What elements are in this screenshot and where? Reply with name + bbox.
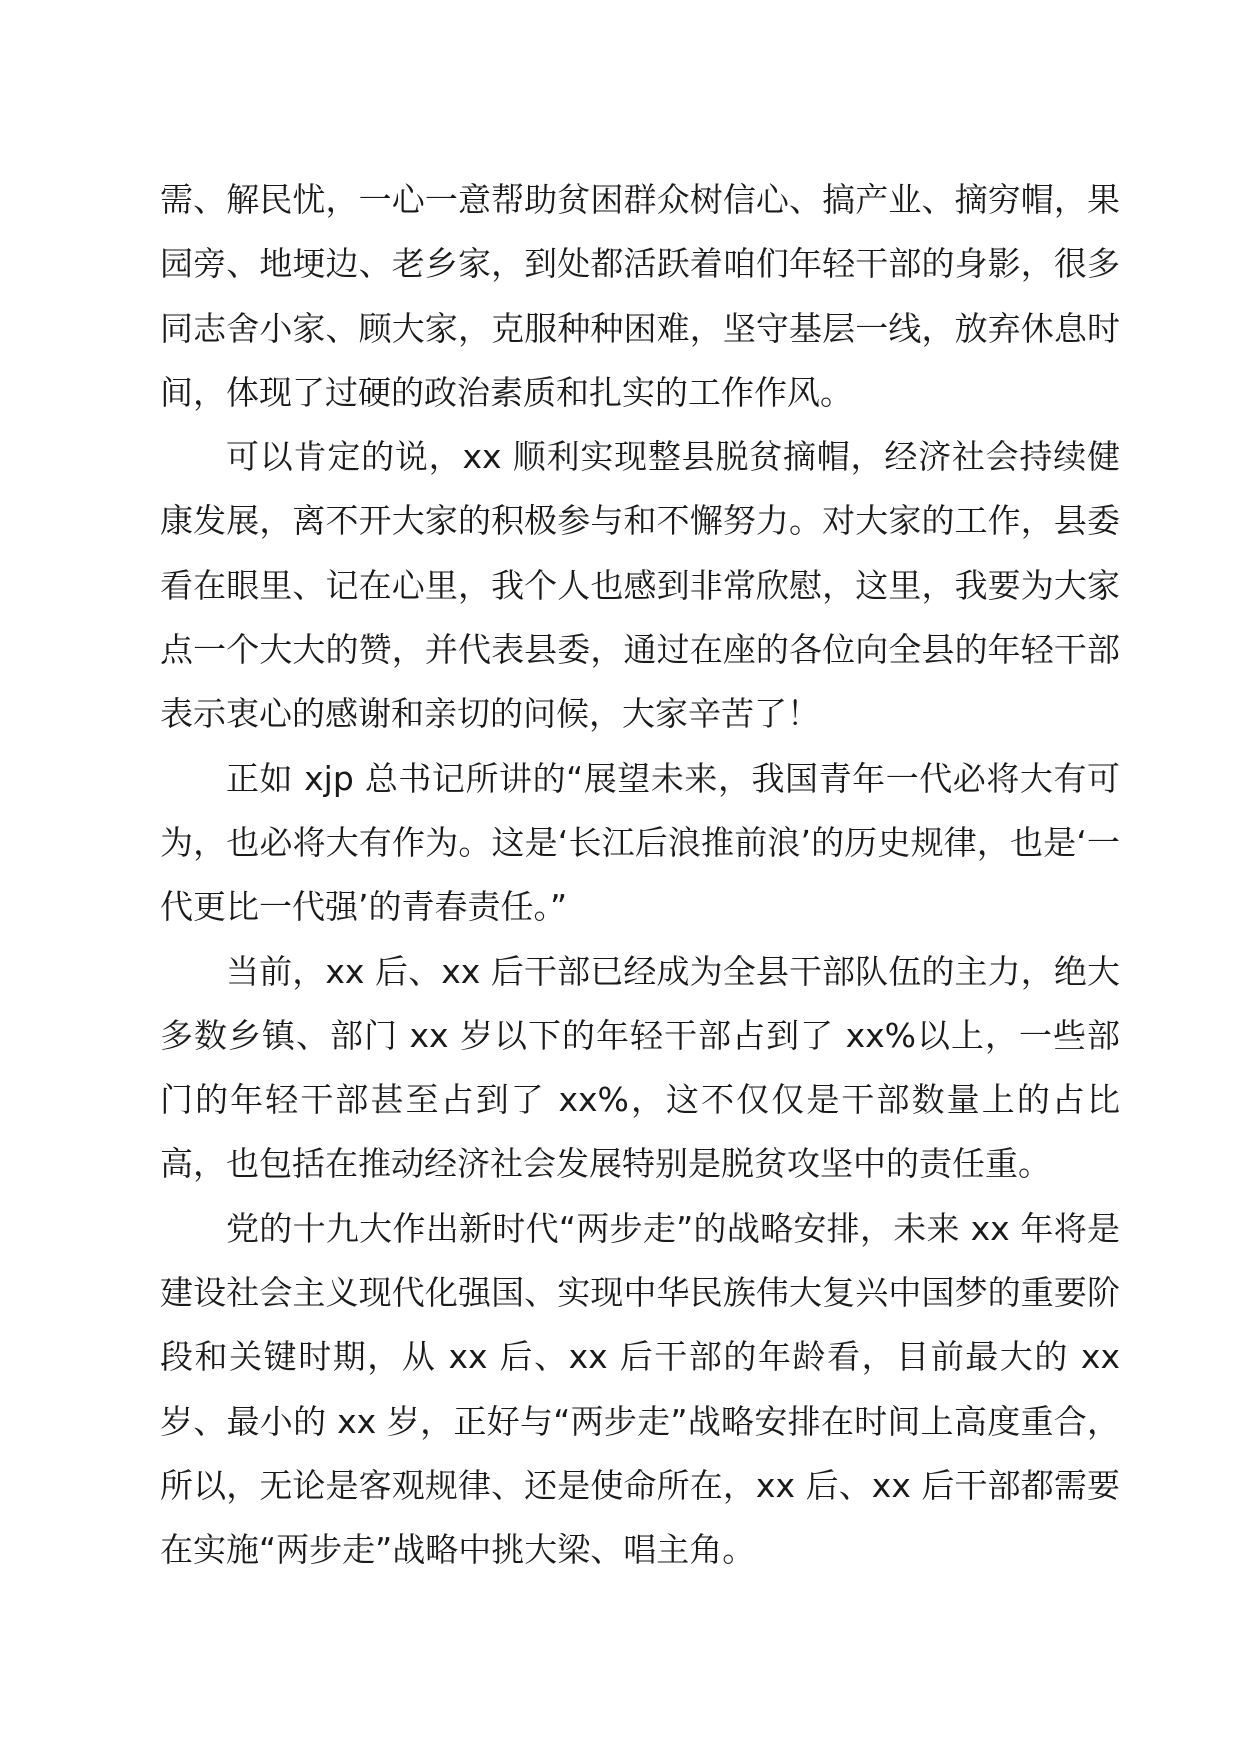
document-body (160, 168, 1120, 1583)
paragraph-4: 当前，xx 后、xx 后干部已经成为全县干部队伍的主力，绝大多数乡镇、部门 xx 岁以下的年轻干部占到了 xx%以上，一些部门的年轻干部甚至占到了 xx%，这不仅仅是干部数量上的占比高，也包括在推动经济社会发展特别是脱贫攻坚中的责任重。 (160, 951, 1120, 1184)
paragraph-2: 可以肯定的说，xx 顺利实现整县脱贫摘帽，经济社会持续健康发展，离不开大家的积极参与和不懈努力。对大家的工作，县委看在眼里、记在心里，我个人也感到非常欣慰，这里，我要为大家点一个大大的赞，并代表县委，通过在座的各位向全县的年轻干部表示衷心的感谢和亲切的问候，大家辛苦了！ (160, 437, 1120, 734)
paragraph-5: 党的十九大作出新时代“两步走”的战略安排，未来 xx 年将是建设社会主义现代化强国、实现中华民族伟大复兴中国梦的重要阶段和关键时期，从 xx 后、xx 后干部的年龄看，目前最大的 xx 岁、最小的 xx 岁，正好与“两步走”战略安排在时间上高度重合，所以，无论是客观规律、还是使命所在，xx 后、xx 后干部都需要在实施“两步走”战略中挑大梁、唱主角。 (160, 1208, 1120, 1570)
paragraph-1: 需、解民忧，一心一意帮助贫困群众树信心、搞产业、摘穷帽，果园旁、地埂边、老乡家，到处都活跃着咱们年轻干部的身影，很多同志舍小家、顾大家，克服种种困难，坚守基层一线，放弃休息时间，体现了过硬的政治素质和扎实的工作作风。 (160, 180, 1120, 412)
paragraph-3: 正如 xjp 总书记所讲的“展望未来，我国青年一代必将大有可为，也必将大有作为。这是‘长江后浪推前浪’的历史规律，也是‘一代更比一代强’的青春责任。” (160, 758, 1120, 927)
